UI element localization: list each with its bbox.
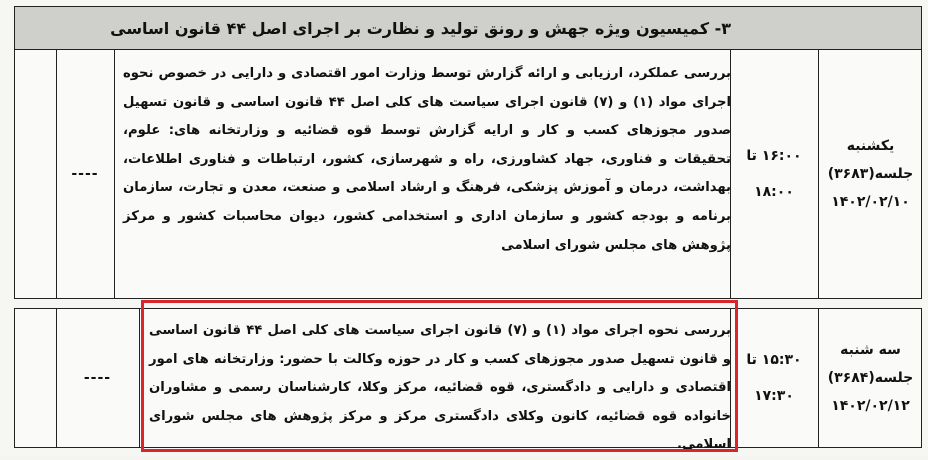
- note-dash: ----: [71, 166, 99, 182]
- session-row-1: [14, 49, 922, 299]
- session-number: جلسه(۳۶۸۳): [827, 166, 914, 182]
- session-description: بررسی نحوه اجرای مواد (۱) و (۷) قانون اجرای سیاست های کلی اصل ۴۴ قانون اساسی و قانون تسهیل صدور مجوزهای کسب و کار در حوزه وکالت با حضور: وزارتخانه های امور اقتصادی و دارایی و دادگستری، قوه قضائیه، مرکز وکلا، کارشناسان رسمی و مشاوران خانواده قوه قضائیه، کانون وکلای دادگستری مرکز و مرکز پژوهش های مجلس شورای اسلامی.: [149, 323, 731, 453]
- session-number: جلسه(۳۶۸۴): [827, 370, 914, 386]
- note-cell: [56, 50, 114, 298]
- session-day: یکشنبه: [846, 138, 895, 154]
- time-to: ۱۷:۳۰: [754, 388, 794, 404]
- section-header: [14, 6, 922, 50]
- section-title: ۳- کمیسیون ویژه جهش و رونق تولید و نظارت بر اجرای اصل ۴۴ قانون اساسی: [110, 18, 731, 38]
- time-cell: [730, 50, 818, 298]
- column-divider: [114, 50, 115, 298]
- session-day: سه شنبه: [840, 342, 901, 358]
- time-cell: [730, 309, 818, 447]
- session-row-2: [14, 308, 922, 453]
- note-dash: ----: [83, 370, 112, 386]
- note-cell: [56, 309, 139, 447]
- date-cell: [818, 309, 923, 447]
- column-divider: [139, 309, 140, 447]
- session-date: ۱۴۰۲/۰۲/۱۲: [831, 398, 910, 414]
- session-date: ۱۴۰۲/۰۲/۱۰: [831, 194, 910, 210]
- date-cell: [818, 50, 923, 298]
- session-description: بررسی عملکرد، ارزیابی و ارائه گزارش توسط وزارت امور اقتصادی و دارایی در خصوص نحوه اجرای مواد (۱) و (۷) قانون اجرای سیاست های کلی اصل ۴۴ قانون اساسی و قانون تسهیل صدور مجوزهای کسب و کار و ارایه گزارش توسط قوه قضائیه و وزارتخانه های: علوم، تحقیقات و فناوری، جهاد کشاورزی، راه و شهرسازی، کشور، ارتباطات و فناوری اطلاعات، بهداشت، درمان و آموزش پزشکی، فرهنگ و ارشاد اسلامی و صنعت، معدن و تجارت، سازمان برنامه و بودجه کشور و سازمان اداری و استخدامی کشور، دیوان محاسبات کشور و مرکز پژوهش های مجلس شورای اسلامی: [123, 66, 732, 253]
- time-to: ۱۸:۰۰: [754, 184, 794, 200]
- time-from: ۱۵:۳۰ تا: [746, 352, 802, 368]
- time-from: ۱۶:۰۰ تا: [746, 148, 802, 164]
